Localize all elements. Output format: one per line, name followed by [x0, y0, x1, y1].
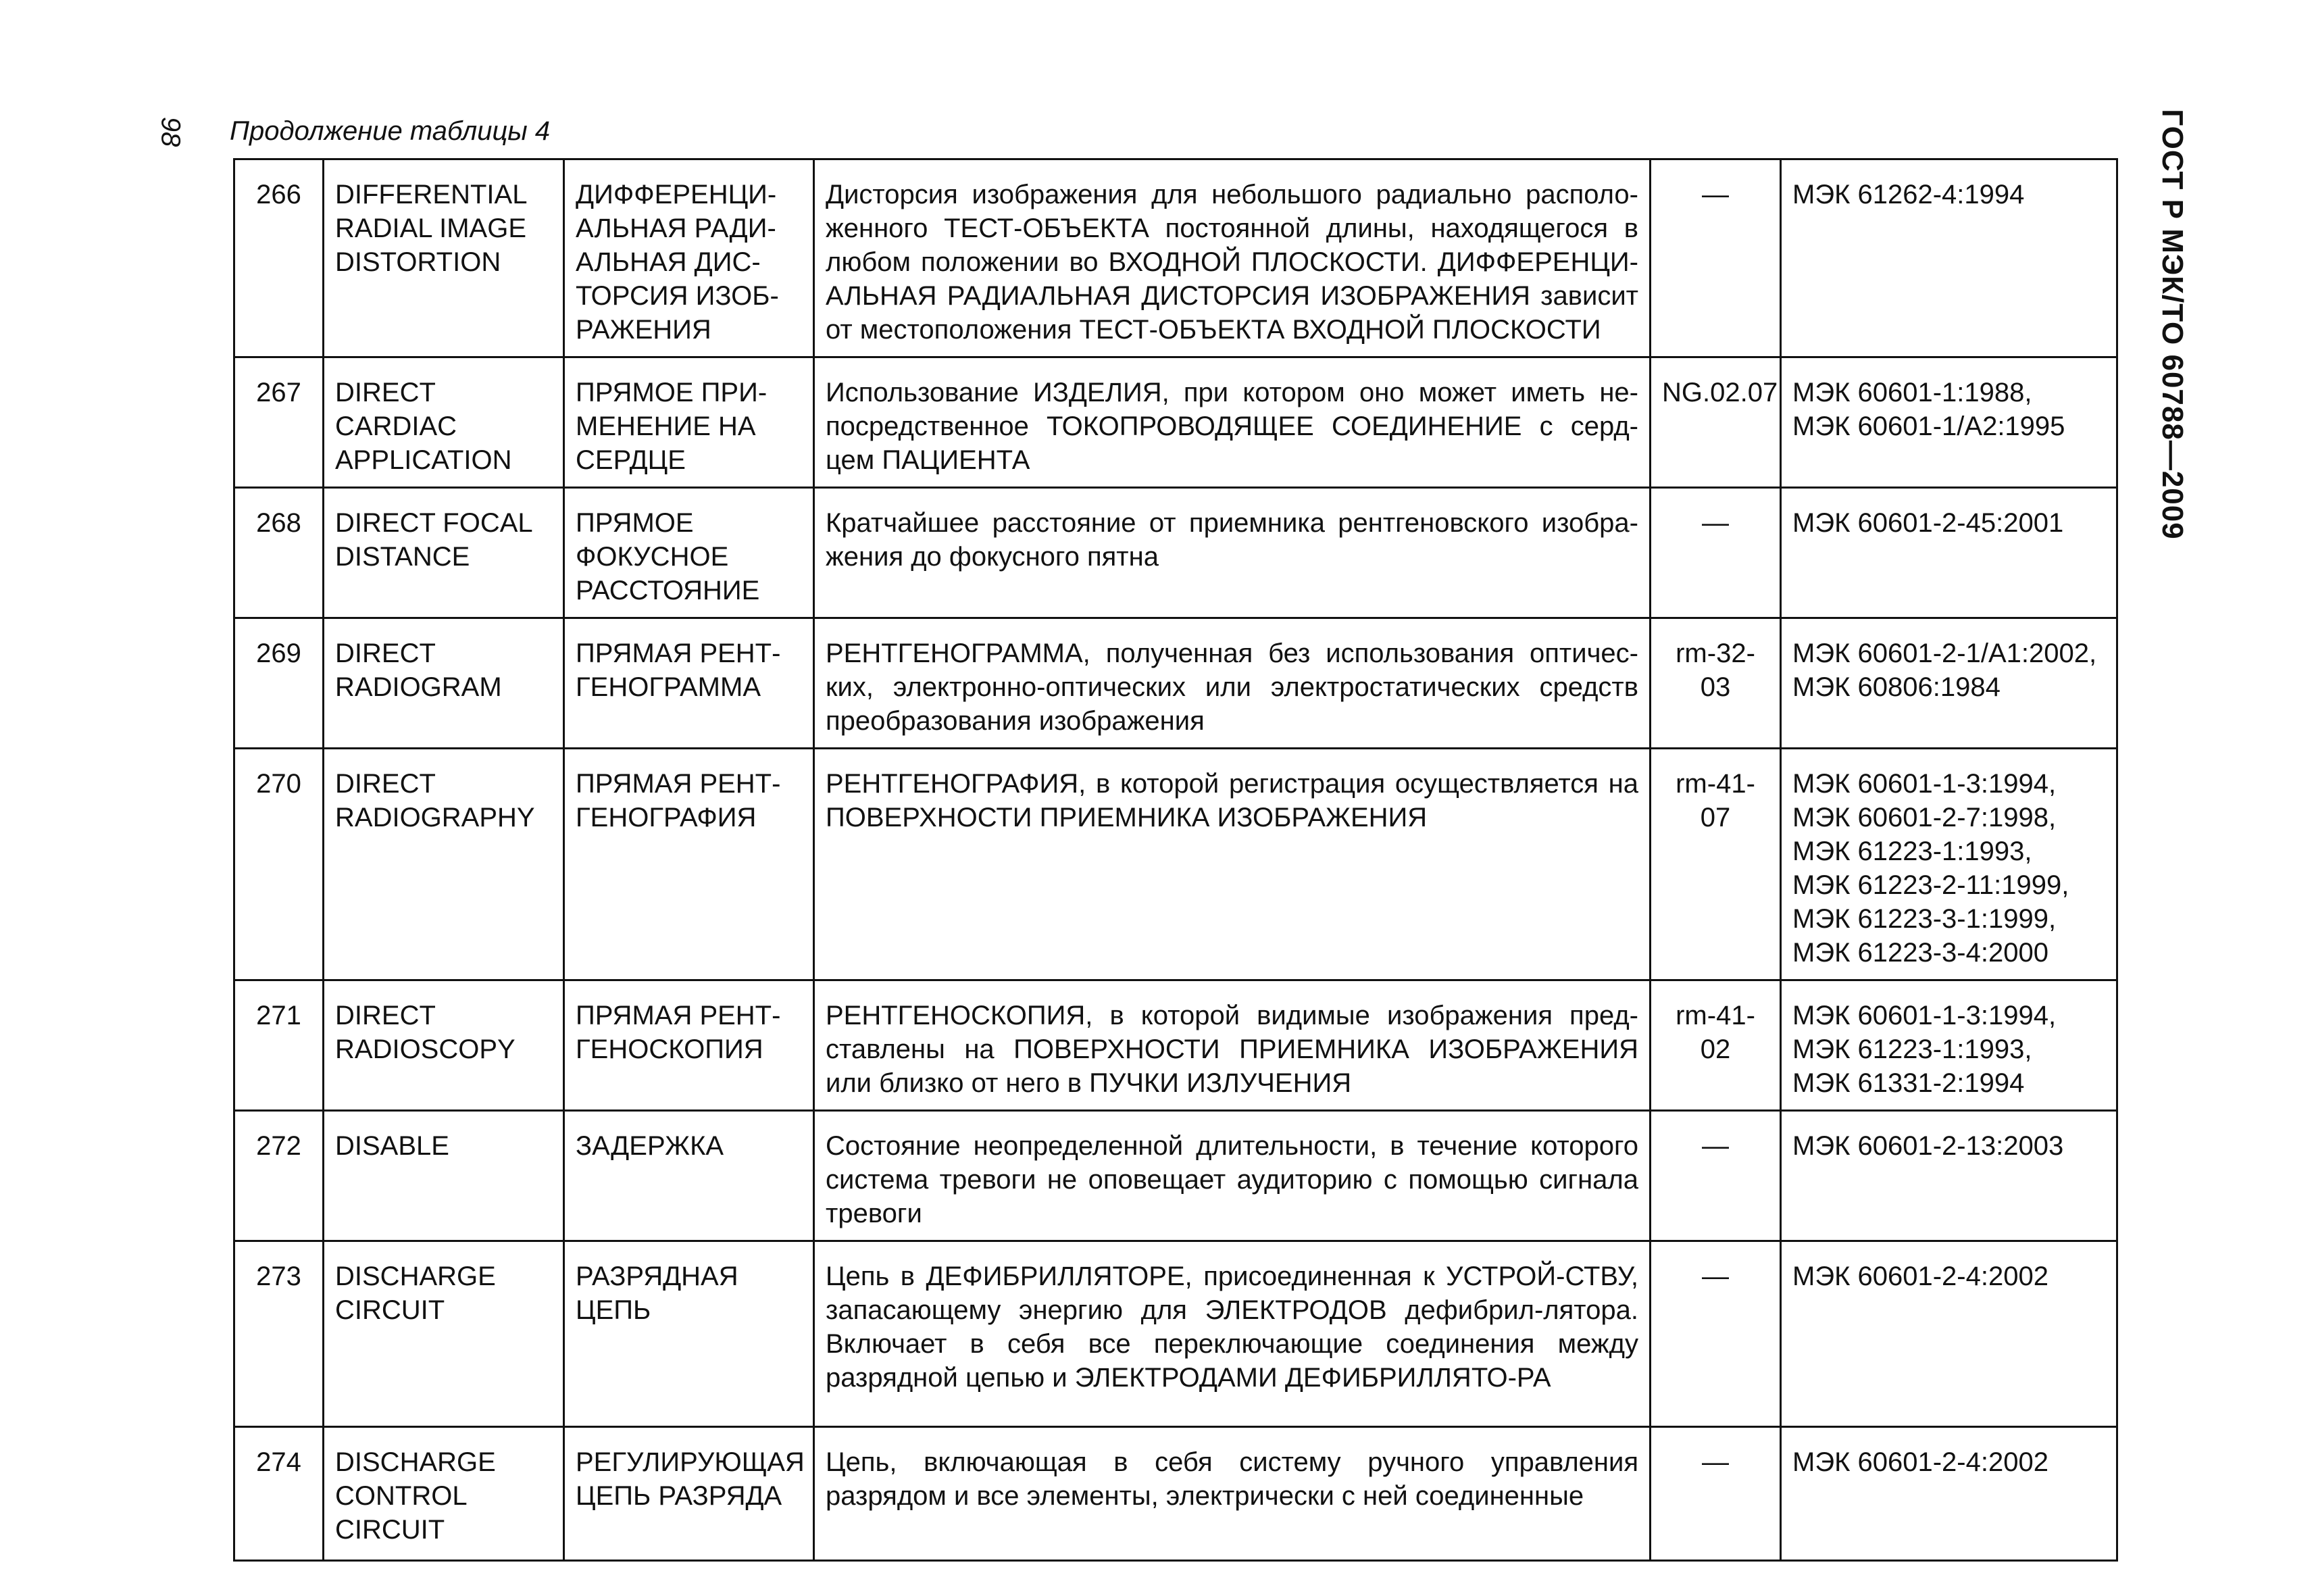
term-russian: ПРЯМАЯ РЕНТ- ГЕНОСКОПИЯ [564, 980, 814, 1111]
term-english: DIRECT FOCAL DISTANCE [324, 488, 564, 618]
term-number: 273 [234, 1241, 324, 1427]
term-definition: Состояние неопределенной длительности, в течение которого система тревоги не оповещает аудиторию с помощью сигнала тревоги [814, 1111, 1651, 1241]
table-row [234, 159, 2117, 357]
term-definition: Кратчайшее расстояние от приемника рентгеновского изобра-жения до фокусного пятна [814, 488, 1651, 618]
table-row [234, 1111, 2117, 1241]
term-english: DISCHARGE CIRCUIT [324, 1241, 564, 1427]
term-code: — [1651, 1241, 1781, 1427]
term-number: 268 [234, 488, 324, 618]
standard-designation: ГОСТ Р МЭК/ТО 60788—2009 [2156, 109, 2189, 540]
term-definition: РЕНТГЕНОГРАФИЯ, в которой регистрация осуществляется на ПОВЕРХНОСТИ ПРИЕМНИКА ИЗОБРАЖЕНИЯ [814, 749, 1651, 980]
term-english: DISABLE [324, 1111, 564, 1241]
term-code: rm-32-03 [1651, 618, 1781, 749]
term-number: 270 [234, 749, 324, 980]
term-source: МЭК 60601-1-3:1994, МЭК 60601-2-7:1998, МЭК 61223-1:1993, МЭК 61223-2-11:1999, МЭК 61223-3-1:1999, МЭК 61223-3-4:2000 [1781, 749, 2117, 980]
table-row [234, 618, 2117, 749]
term-russian: РЕГУЛИРУЮЩАЯ ЦЕПЬ РАЗРЯДА [564, 1427, 814, 1561]
term-code: — [1651, 1111, 1781, 1241]
table-caption: Продолжение таблицы 4 [230, 116, 551, 146]
table-row [234, 980, 2117, 1111]
term-source: МЭК 60601-1-3:1994, МЭК 61223-1:1993, МЭК 61331-2:1994 [1781, 980, 2117, 1111]
term-definition: Дисторсия изображения для небольшого радиально располо-женного ТЕСТ-ОБЪЕКТА постоянной длины, находящегося в любом положении во ВХОДНОЙ ПЛОСКОСТИ. ДИФФЕРЕНЦИ-АЛЬНАЯ РАДИАЛЬНАЯ ДИСТОРСИЯ ИЗОБРАЖЕНИЯ зависит от местоположения ТЕСТ-ОБЪЕКТА ВХОДНОЙ ПЛОСКОСТИ [814, 159, 1651, 357]
term-number: 274 [234, 1427, 324, 1561]
term-english: DISCHARGE CONTROL CIRCUIT [324, 1427, 564, 1561]
term-code: — [1651, 488, 1781, 618]
term-number: 271 [234, 980, 324, 1111]
table-row [234, 1427, 2117, 1561]
term-english: DIFFERENTIAL RADIAL IMAGE DISTORTION [324, 159, 564, 357]
term-source: МЭК 60601-2-45:2001 [1781, 488, 2117, 618]
term-definition: РЕНТГЕНОСКОПИЯ, в которой видимые изображения пред-ставлены на ПОВЕРХНОСТИ ПРИЕМНИКА ИЗОБРАЖЕНИЯ или близко от него в ПУЧКИ ИЗЛУЧЕНИЯ [814, 980, 1651, 1111]
term-russian: РАЗРЯДНАЯ ЦЕПЬ [564, 1241, 814, 1427]
page-number: 98 [155, 116, 186, 147]
table-row [234, 357, 2117, 488]
term-english: DIRECT RADIOGRAM [324, 618, 564, 749]
term-source: МЭК 61262-4:1994 [1781, 159, 2117, 357]
term-russian: ПРЯМАЯ РЕНТ- ГЕНОГРАММА [564, 618, 814, 749]
term-source: МЭК 60601-1:1988, МЭК 60601-1/А2:1995 [1781, 357, 2117, 488]
term-english: DIRECT RADIOGRAPHY [324, 749, 564, 980]
term-english: DIRECT CARDIAC APPLICATION [324, 357, 564, 488]
term-russian: ДИФФЕРЕНЦИ- АЛЬНАЯ РАДИ- АЛЬНАЯ ДИС- ТОРСИЯ ИЗОБ- РАЖЕНИЯ [564, 159, 814, 357]
term-source: МЭК 60601-2-1/А1:2002, МЭК 60806:1984 [1781, 618, 2117, 749]
term-english: DIRECT RADIOSCOPY [324, 980, 564, 1111]
term-russian: ПРЯМОЕ ФОКУСНОЕ РАССТОЯНИЕ [564, 488, 814, 618]
term-russian: ЗАДЕРЖКА [564, 1111, 814, 1241]
terms-table [233, 158, 2118, 1562]
table-row [234, 749, 2117, 980]
term-number: 269 [234, 618, 324, 749]
term-source: МЭК 60601-2-4:2002 [1781, 1427, 2117, 1561]
term-code: rm-41-02 [1651, 980, 1781, 1111]
term-definition: РЕНТГЕНОГРАММА, полученная без использования оптичес-ких, электронно-оптических или электростатических средств преобразования изображения [814, 618, 1651, 749]
term-number: 272 [234, 1111, 324, 1241]
term-source: МЭК 60601-2-4:2002 [1781, 1241, 2117, 1427]
term-code: — [1651, 1427, 1781, 1561]
term-russian: ПРЯМАЯ РЕНТ- ГЕНОГРАФИЯ [564, 749, 814, 980]
term-code: rm-41-07 [1651, 749, 1781, 980]
term-number: 267 [234, 357, 324, 488]
term-number: 266 [234, 159, 324, 357]
term-definition: Цепь, включающая в себя систему ручного управления разрядом и все элементы, электрически с ней соединенные [814, 1427, 1651, 1561]
term-definition: Использование ИЗДЕЛИЯ, при котором оно может иметь не-посредственное ТОКОПРОВОДЯЩЕЕ СОЕДИНЕНИЕ с серд-цем ПАЦИЕНТА [814, 357, 1651, 488]
term-definition: Цепь в ДЕФИБРИЛЛЯТОРЕ, присоединенная к УСТРОЙ-СТВУ, запасающему энергию для ЭЛЕКТРОДОВ дефибрил-лятора. Включает в себя все переключающие соединения между разрядной цепью и ЭЛЕКТРОДАМИ ДЕФИБРИЛЛЯТО-РА [814, 1241, 1651, 1427]
table-row [234, 1241, 2117, 1427]
table-row [234, 488, 2117, 618]
term-code: — [1651, 159, 1781, 357]
term-russian: ПРЯМОЕ ПРИ- МЕНЕНИЕ НА СЕРДЦЕ [564, 357, 814, 488]
term-source: МЭК 60601-2-13:2003 [1781, 1111, 2117, 1241]
term-code: NG.02.07 [1651, 357, 1781, 488]
